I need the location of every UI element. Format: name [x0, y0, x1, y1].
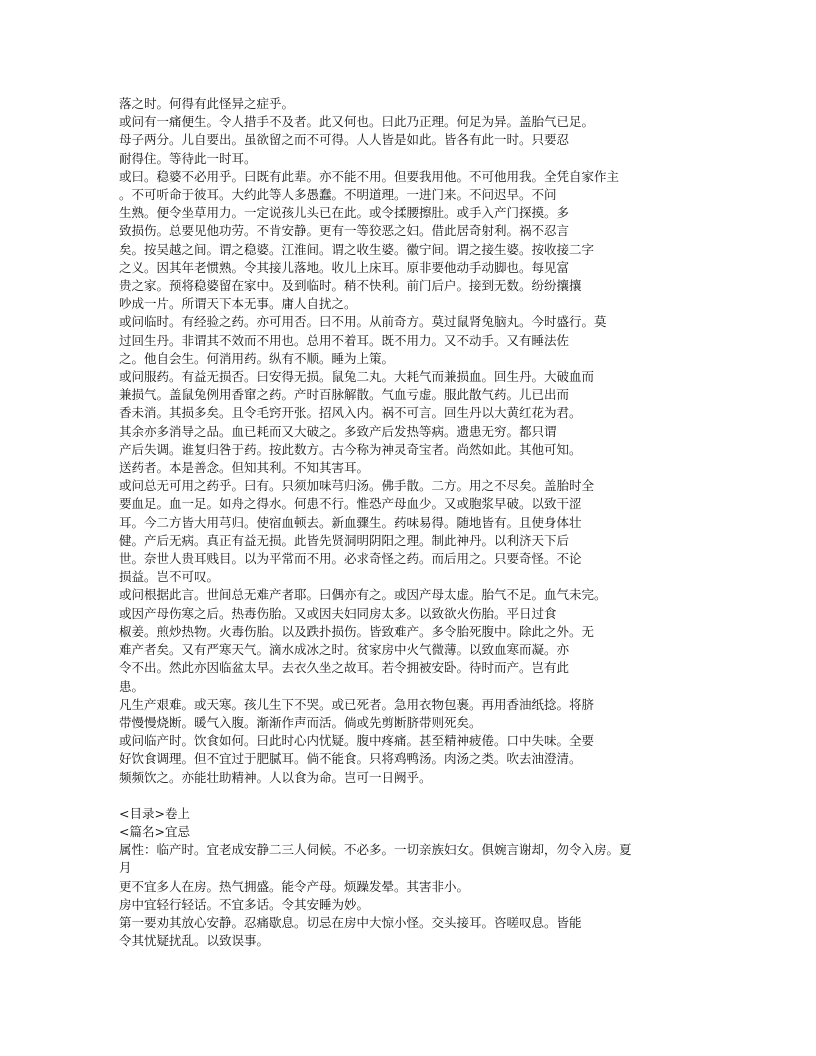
text-line: 损益。岂不可叹。: [119, 569, 220, 585]
paragraph: [119, 95, 709, 113]
text-line: 房中宜轻行轻话。不宜多话。令其安睡为妙。: [119, 896, 370, 912]
text-line: 落之时。何得有此怪异之症乎。: [119, 96, 295, 111]
text-line: 耳。今二方皆大用芎归。使宿血顿去。新血骤生。药味易得。随地皆有。且使身体壮: [119, 514, 582, 530]
paragraph: [119, 313, 709, 368]
text-block-after-section: [119, 841, 709, 950]
text-line: 兼损气。盖鼠兔例用香窜之药。产时百脉解散。气血亏虚。服此散气药。儿已出而: [119, 387, 570, 403]
text-block-before-section: [119, 95, 709, 787]
text-line: 频频饮之。亦能壮助精神。人以食为命。岂可一日阙乎。: [119, 769, 432, 785]
text-line: 或问服药。有益无损否。曰安得无损。鼠兔二丸。大耗气而兼损血。回生丹。大破血而: [119, 369, 595, 385]
text-line: 香未消。其损多矣。且令毛窍开张。招风入内。祸不可言。回生丹以大黄红花为君。: [119, 405, 582, 421]
catalog-tag: <目录>卷上: [119, 805, 190, 821]
text-line: 或因产母伤寒之后。热毒伤胎。又或因夫妇同房太多。以致欲火伤胎。平日过食: [119, 605, 557, 621]
text-line: 月: [119, 860, 132, 876]
paragraph: [119, 368, 709, 477]
text-line: 或问临产时。饮食如何。曰此时心内忧疑。腹中疼痛。甚至精神疲倦。口中失味。全要: [119, 733, 595, 749]
text-line: 。不可听命于彼耳。大约此等人多愚蠢。不明道理。一进门来。不问迟早。不问: [119, 187, 557, 203]
text-line: 更不宜多人在房。热气拥盛。能令产母。烦躁发晕。其害非小。: [119, 878, 470, 894]
text-line: 致损伤。总要见他功劳。不肯安静。更有一等狡恶之妇。借此居奇射利。祸不忍言: [119, 223, 570, 239]
text-line: 过回生丹。非谓其不效而不用也。总用不着耳。既不用力。又不动手。又有睡法佐: [119, 332, 570, 348]
section-title: <篇名>宜忌: [119, 823, 190, 839]
text-line: 耐得住。等待此一时耳。: [119, 150, 257, 166]
paragraph: [119, 696, 709, 732]
text-line: 之义。因其年老惯熟。令其接儿落地。收儿上床耳。原非要他动手动脚也。每见富: [119, 259, 570, 275]
paragraph: [119, 878, 709, 896]
text-line: 难产者矣。又有严寒天气。滴水成冰之时。贫家房中火气微薄。以致血寒而凝。亦: [119, 642, 570, 658]
text-line: 令其忧疑扰乱。以致误事。: [119, 933, 270, 949]
text-line: 带慢慢烧断。暖气入腹。渐渐作声而活。倘或先剪断脐带则死矣。: [119, 714, 482, 730]
text-line: 或问有一痛便生。令人措手不及者。此又何也。曰此乃正理。何足为异。盖胎气已足。: [119, 114, 595, 130]
text-line: 贵之家。预将稳婆留在家中。及到临时。稍不快利。前门后户。接到无数。纷纷攘攘: [119, 278, 582, 294]
text-line: 健。产后无病。真正有益无损。此皆先贤洞明阴阳之理。制此神丹。以利济天下后: [119, 532, 570, 548]
text-line: 之。他自会生。何消用药。纵有不顺。睡为上策。: [119, 350, 395, 366]
paragraph: [119, 477, 709, 586]
document-body: [119, 95, 709, 950]
text-line: 吵成一片。所谓天下本无事。庸人自扰之。: [119, 296, 357, 312]
text-line: 矣。按吴越之间。谓之稳婆。江淮间。谓之收生婆。徽宁间。谓之接生婆。按收接二字: [119, 241, 595, 257]
text-line: 或曰。稳婆不必用乎。曰既有此辈。亦不能不用。但要我用他。不可他用我。全凭自家作主: [119, 168, 620, 184]
text-line: 患。: [119, 678, 145, 694]
text-line: 属性：临产时。宜老成安静二三人伺候。不必多。一切亲族妇女。俱婉言谢却，勿令入房。夏: [119, 842, 632, 858]
text-line: 其余亦多消导之品。血已耗而又大破之。多致产后发热等病。遗患无穷。都只谓: [119, 423, 557, 439]
paragraph: [119, 586, 709, 695]
paragraph: [119, 732, 709, 787]
text-line: 令不出。然此亦因临盆太早。去衣久坐之故耳。若令拥被安卧。待时而产。岂有此: [119, 660, 570, 676]
text-line: 或问根据此言。世间总无难产者耶。曰偶亦有之。或因产母太虚。胎气不足。血气未完。: [119, 587, 607, 603]
text-line: 要血足。血一足。如舟之得水。何患不行。惟恐产母血少。又或胞浆早破。以致干涩: [119, 496, 582, 512]
text-line: 凡生产艰难。或天寒。孩儿生下不哭。或已死者。急用衣物包裹。再用香油纸捻。将脐: [119, 696, 595, 712]
text-line: 世。奈世人贵耳贱目。以为平常而不用。必求奇怪之药。而后用之。只要奇怪。不论: [119, 551, 582, 567]
text-line: 生熟。便令坐草用力。一定说孩儿头已在此。或令揉腰擦肚。或手入产门探摸。多: [119, 205, 570, 221]
paragraph: [119, 914, 709, 950]
text-line: 好饮食调理。但不宜过于肥腻耳。倘不能食。只将鸡鸭汤。肉汤之类。吹去油澄清。: [119, 751, 582, 767]
text-line: 送药者。本是善念。但知其利。不知其害耳。: [119, 460, 370, 476]
text-line: 产后失调。谁复归咎于药。按此数方。古今称为神灵奇宝者。尚然如此。其他可知。: [119, 441, 582, 457]
paragraph: [119, 841, 709, 877]
text-line: 母子两分。儿自要出。虽欲留之而不可得。人人皆是如此。皆各有此一时。只要忍: [119, 132, 570, 148]
text-line: 第一要劝其放心安静。忍痛歇息。切忌在房中大惊小怪。交头接耳。咨嗟叹息。皆能: [119, 914, 582, 930]
paragraph: [119, 113, 709, 168]
text-line: 或问总无可用之药乎。曰有。只须加味芎归汤。佛手散。二方。用之不尽矣。盖胎时全: [119, 478, 595, 494]
section-gap: [119, 787, 709, 805]
text-line: 椒姜。煎炒热物。火毒伤胎。以及跌扑损伤。皆致难产。多令胎死腹中。除此之外。无: [119, 623, 595, 639]
paragraph: [119, 896, 709, 914]
text-line: 或问临时。有经验之药。亦可用否。曰不用。从前奇方。莫过鼠肾兔脑丸。今时盛行。莫: [119, 314, 607, 330]
paragraph: [119, 168, 709, 314]
